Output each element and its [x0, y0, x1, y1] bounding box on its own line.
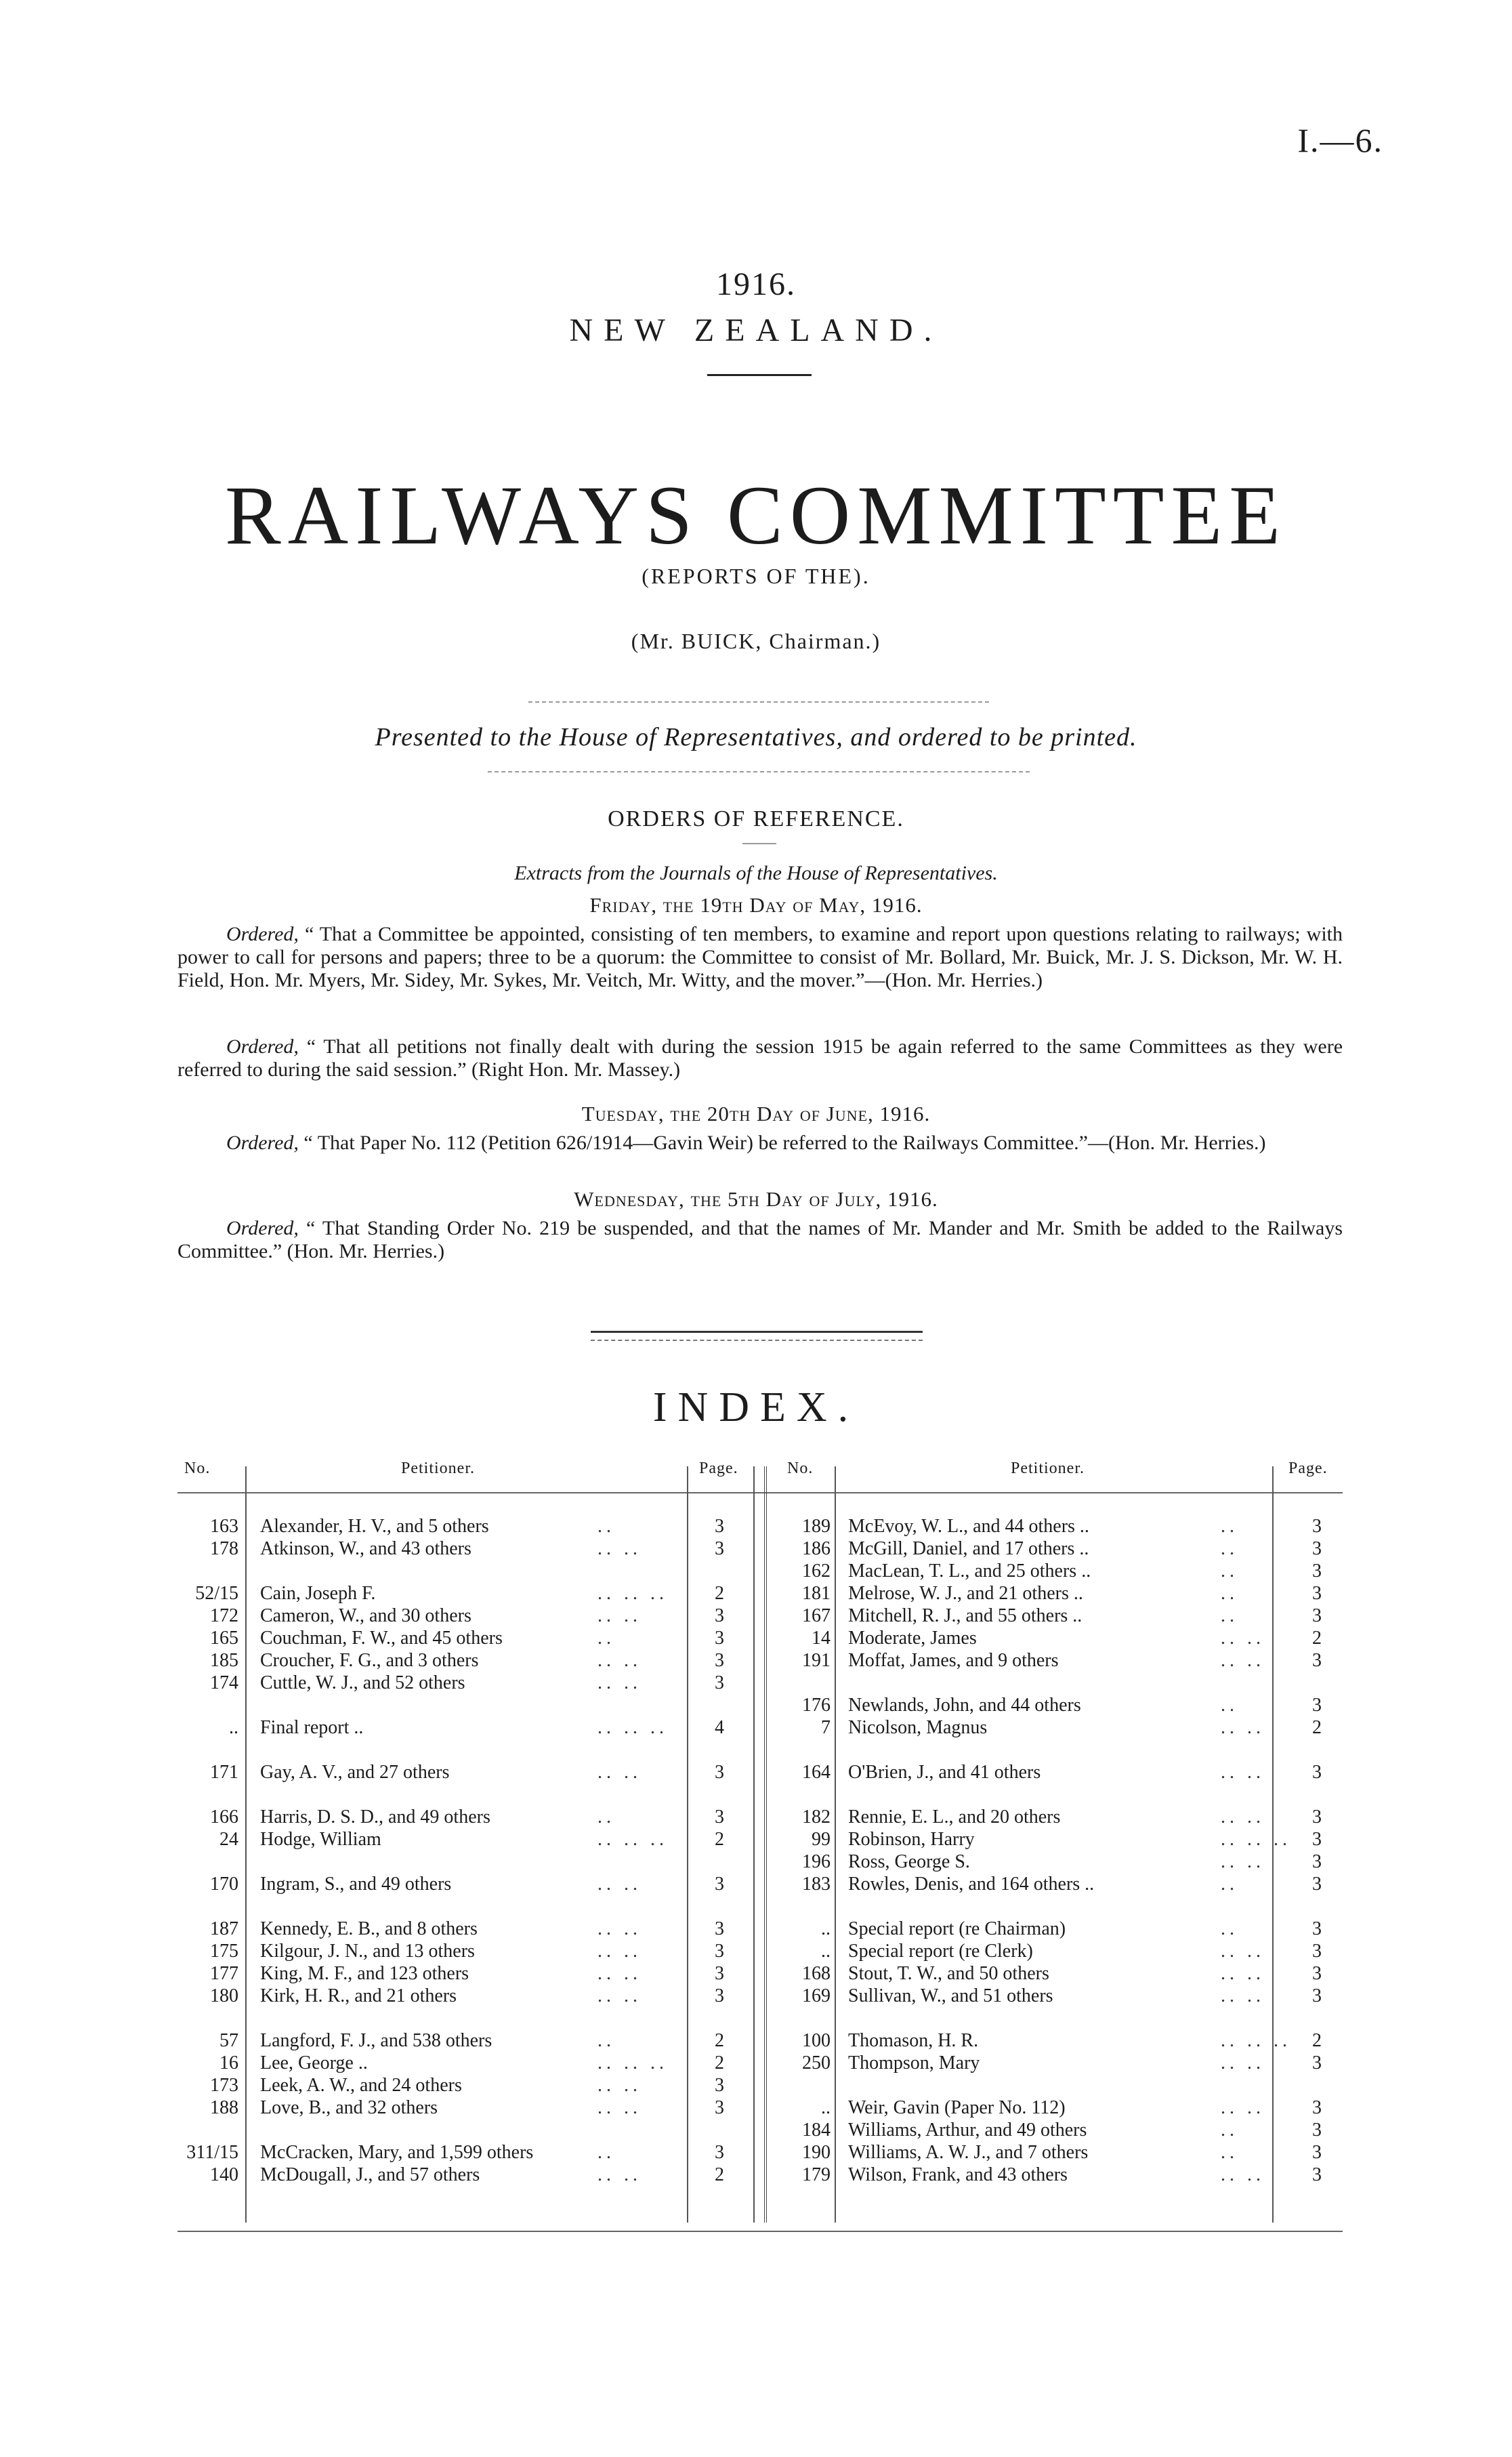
page-number: 3	[715, 2075, 724, 2096]
petitioner-name: Cuttle, W. J., and 52 others	[260, 1672, 465, 1693]
petitioner-name: Special report (re Clerk)	[848, 1941, 1033, 1962]
table-row	[177, 2097, 1343, 2119]
petitioner-name: Nicolson, Magnus	[848, 1717, 988, 1738]
petition-number: 165	[210, 1628, 238, 1649]
order-text: “ That Paper No. 112 (Petition 626/1914—Gavin Weir) be referred to the Railways Committee.”—(Hon. Mr. Herries.)	[303, 1132, 1266, 1154]
page-number: 3	[1312, 1851, 1322, 1872]
header-no-left: No.	[184, 1460, 211, 1477]
leader-dots: ..	[1221, 1561, 1238, 1582]
table-row	[177, 1672, 1343, 1694]
petitioner-name: Langford, F. J., and 538 others	[260, 2030, 492, 2051]
leader-dots: .. ..	[1221, 1762, 1265, 1783]
table-row	[177, 1806, 1343, 1828]
petition-number: 190	[802, 2142, 831, 2163]
page-number: 3	[715, 1874, 724, 1895]
petition-number: 189	[802, 1516, 831, 1537]
page-number: 3	[715, 1538, 724, 1559]
page-number: 3	[715, 1516, 724, 1537]
petition-number: 196	[802, 1851, 831, 1872]
page-number: 3	[715, 2097, 724, 2118]
leader-dots: ..	[1221, 1516, 1238, 1537]
petition-number: 16	[219, 2052, 238, 2073]
page-number: 3	[1312, 1806, 1322, 1828]
table-row	[177, 1582, 1343, 1605]
petition-number: 52/15	[195, 1583, 238, 1604]
order-text: “ That all petitions not finally dealt with during the session 1915 be again referred to the same Committees as they were referred to during the said session.” (Right Hon. Mr. Massey.)	[177, 1035, 1343, 1081]
petition-number: 171	[210, 1762, 238, 1783]
petition-number: 170	[210, 1874, 238, 1895]
page-number: 3	[715, 1672, 724, 1693]
petition-number: 140	[210, 2164, 238, 2185]
year-heading: 1916.	[716, 266, 796, 302]
leader-dots: .. .. ..	[597, 1829, 668, 1850]
petition-number: 164	[802, 1762, 831, 1783]
leader-dots: .. .. ..	[597, 1717, 668, 1738]
page-number: 3	[1312, 1516, 1322, 1537]
leader-dots: .. ..	[597, 1672, 642, 1693]
petitioner-name: Alexander, H. V., and 5 others	[260, 1516, 489, 1537]
header-petitioner-left: Petitioner.	[401, 1460, 475, 1477]
page-number: 3	[715, 1941, 724, 1962]
petition-number: 179	[802, 2164, 831, 2185]
page-number: 3	[715, 1650, 724, 1671]
leader-dots: .. ..	[1221, 1985, 1265, 2006]
petitioner-name: Hodge, William	[260, 1829, 381, 1850]
petitioner-name: MacLean, T. L., and 25 others ..	[848, 1561, 1091, 1582]
page-number: 3	[1312, 1829, 1322, 1850]
table-row	[177, 2164, 1343, 2186]
table-row	[177, 2029, 1343, 2052]
chairman-line: (Mr. BUICK, Chairman.)	[631, 629, 881, 653]
page-number: 3	[715, 1762, 724, 1783]
table-row	[177, 1716, 1343, 1739]
petitioner-name: Sullivan, W., and 51 others	[848, 1985, 1053, 2006]
petitioner-name: Cain, Joseph F.	[260, 1583, 376, 1604]
petitioner-name: Kilgour, J. N., and 13 others	[260, 1941, 475, 1962]
petition-number: ..	[229, 1717, 238, 1738]
order-paragraph	[177, 923, 1343, 992]
order-text: “ That Standing Order No. 219 be suspended, and that the names of Mr. Mander and Mr. Smith be added to the Railways Committee.” (Hon. Mr. Herries.)	[177, 1217, 1343, 1262]
petitioner-name: Croucher, F. G., and 3 others	[260, 1650, 479, 1671]
petitioner-name: Ingram, S., and 49 others	[260, 1874, 452, 1895]
leader-dots: .. ..	[1221, 2164, 1265, 2185]
header-page-left: Page.	[699, 1460, 738, 1477]
petition-number: 14	[812, 1628, 831, 1649]
table-row	[177, 1649, 1343, 1672]
petition-number: 172	[210, 1605, 238, 1626]
country-heading: NEW ZEALAND.	[569, 312, 943, 348]
petitioner-name: Couchman, F. W., and 45 others	[260, 1628, 503, 1649]
petitioner-name: Melrose, W. J., and 21 others ..	[848, 1583, 1083, 1604]
petitioner-name: Williams, A. W. J., and 7 others	[848, 2142, 1089, 2163]
order-paragraph	[177, 1217, 1343, 1263]
leader-dots: .. .. ..	[1221, 2030, 1291, 2051]
petitioner-name: Rowles, Denis, and 164 others ..	[848, 1874, 1095, 1895]
table-row	[177, 2119, 1343, 2141]
petitioner-name: Kennedy, E. B., and 8 others	[260, 1918, 478, 1939]
leader-dots: ..	[1221, 1538, 1238, 1559]
table-row	[177, 1537, 1343, 1560]
page-number: 2	[1312, 1628, 1322, 1649]
header-no-right: No.	[787, 1460, 814, 1477]
page-number: 2	[715, 2052, 724, 2073]
table-row	[177, 1605, 1343, 1627]
page-number: 3	[715, 1918, 724, 1939]
petition-number: 168	[802, 1963, 831, 1984]
petition-number: 173	[210, 2075, 238, 2096]
leader-dots: .. .. ..	[597, 2052, 668, 2073]
leader-dots: .. ..	[1221, 2097, 1265, 2118]
page-number: 3	[715, 1985, 724, 2006]
page-number: 3	[1312, 1985, 1322, 2006]
leader-dots: .. ..	[1221, 2052, 1265, 2073]
petitioner-name: Leek, A. W., and 24 others	[260, 2075, 462, 2096]
page-number: 3	[1312, 1583, 1322, 1604]
page-number: 2	[715, 2164, 724, 2185]
petition-number: 185	[210, 1650, 238, 1671]
leader-dots: .. ..	[597, 1941, 642, 1962]
petitioner-name: McEvoy, W. L., and 44 others ..	[848, 1516, 1089, 1537]
petitioner-name: McDougall, J., and 57 others	[260, 2164, 480, 2185]
petition-number: 181	[802, 1583, 831, 1604]
short-rule	[707, 374, 812, 376]
report-title: RAILWAYS COMMITTEE	[224, 469, 1288, 562]
leader-dots: ..	[1221, 1918, 1238, 1939]
petition-number: 100	[802, 2030, 831, 2051]
petition-number: 7	[821, 1717, 831, 1738]
page-number: 3	[715, 1628, 724, 1649]
petition-number: 99	[812, 1829, 831, 1850]
petitioner-name: Thompson, Mary	[848, 2052, 980, 2073]
leader-dots: .. .. ..	[1221, 1829, 1291, 1850]
petitioner-name: McCracken, Mary, and 1,599 others	[260, 2142, 534, 2163]
table-row	[177, 1828, 1343, 1851]
leader-dots: ..	[1221, 1605, 1238, 1626]
petition-number: 186	[802, 1538, 831, 1559]
petition-number: 184	[802, 2120, 831, 2141]
presented-line: Presented to the House of Representatives, and ordered to be printed.	[375, 723, 1137, 751]
leader-dots: .. ..	[597, 1650, 642, 1671]
ordered-label: Ordered,	[226, 1132, 299, 1154]
petition-number: 191	[802, 1650, 831, 1671]
petitioner-name: Moderate, James	[848, 1628, 977, 1649]
table-row	[177, 1627, 1343, 1649]
order-paragraph	[177, 1035, 1343, 1081]
petition-number: 24	[219, 1829, 238, 1850]
page-number: 3	[1312, 2052, 1322, 2073]
leader-dots: ..	[1221, 2120, 1238, 2141]
petitioner-name: Special report (re Chairman)	[848, 1918, 1066, 1939]
petition-number: 175	[210, 1941, 238, 1962]
petitioner-name: Moffat, James, and 9 others	[848, 1650, 1059, 1671]
header-rule	[177, 1492, 1343, 1493]
petition-number: 162	[802, 1561, 831, 1582]
page-number: 2	[715, 2030, 724, 2051]
page-number: 3	[1312, 1874, 1322, 1895]
petitioner-name: Final report ..	[260, 1717, 364, 1738]
petition-number: 163	[210, 1516, 238, 1537]
petition-number: 177	[210, 1963, 238, 1984]
table-row	[177, 1940, 1343, 1962]
petition-number: ..	[821, 1941, 831, 1962]
leader-dots: .. ..	[597, 1963, 642, 1984]
header-page-right: Page.	[1288, 1460, 1328, 1477]
leader-dots: ..	[1221, 2142, 1238, 2163]
extracts-line: Extracts from the Journals of the House of Representatives.	[514, 862, 998, 884]
petitioner-name: Wilson, Frank, and 43 others	[848, 2164, 1068, 2185]
petitioner-name: Ross, George S.	[848, 1851, 970, 1872]
page-number: 2	[715, 1583, 724, 1604]
petition-number: 178	[210, 1538, 238, 1559]
document-number: I.—6.	[1297, 121, 1383, 159]
page-number: 3	[1312, 1605, 1322, 1626]
petitioner-name: Robinson, Harry	[848, 1829, 975, 1850]
petition-number: 250	[802, 2052, 831, 2073]
leader-dots: ..	[597, 1806, 615, 1828]
page-number: 2	[1312, 1717, 1322, 1738]
page-number: 2	[1312, 2030, 1322, 2051]
header-petitioner-right: Petitioner.	[1011, 1460, 1085, 1477]
petition-number: 169	[802, 1985, 831, 2006]
petition-number: ..	[821, 1918, 831, 1939]
petitioner-name: Harris, D. S. D., and 49 others	[260, 1806, 490, 1828]
table-row	[177, 1918, 1343, 1940]
page-number: 3	[1312, 1650, 1322, 1671]
petitioner-name: Williams, Arthur, and 49 others	[848, 2120, 1087, 2141]
table-row	[177, 1985, 1343, 2007]
page-number: 3	[1312, 1963, 1322, 1984]
orders-heading: ORDERS OF REFERENCE.	[608, 806, 904, 831]
leader-dots: ..	[597, 2030, 615, 2051]
ordered-label: Ordered,	[226, 1217, 299, 1239]
leader-dots: .. ..	[597, 1605, 642, 1626]
petitioner-name: Atkinson, W., and 43 others	[260, 1538, 471, 1559]
page-number: 3	[1312, 2142, 1322, 2163]
page-number: 3	[1312, 2120, 1322, 2141]
leader-dots: .. ..	[1221, 1806, 1265, 1828]
petitioner-name: Love, B., and 32 others	[260, 2097, 438, 2118]
petitioner-name: Gay, A. V., and 27 others	[260, 1762, 450, 1783]
leader-dots: ..	[597, 2142, 615, 2163]
page-number: 3	[1312, 1695, 1322, 1716]
petition-number: 176	[802, 1695, 831, 1716]
page-number: 3	[1312, 1941, 1322, 1962]
page-number: 3	[715, 1963, 724, 1984]
petitioner-name: Thomason, H. R.	[848, 2030, 979, 2051]
table-row	[177, 1873, 1343, 1895]
leader-dots: .. ..	[597, 2075, 642, 2096]
leader-dots: ..	[1221, 1695, 1238, 1716]
divider-top	[528, 701, 989, 703]
leader-dots: .. ..	[1221, 1851, 1265, 1872]
report-subtitle: (REPORTS OF THE).	[642, 564, 870, 588]
table-row	[177, 2074, 1343, 2097]
leader-dots: .. ..	[1221, 1717, 1265, 1738]
ordered-label: Ordered,	[226, 1035, 299, 1058]
petition-number: 182	[802, 1806, 831, 1828]
petition-number: ..	[821, 2097, 831, 2118]
table-bottom-rule	[177, 2231, 1343, 2232]
leader-dots: ..	[597, 1516, 615, 1537]
leader-dots: .. ..	[597, 2097, 642, 2118]
petitioner-name: Stout, T. W., and 50 others	[848, 1963, 1049, 1984]
index-title: INDEX.	[652, 1384, 860, 1430]
petition-number: 167	[802, 1605, 831, 1626]
index-table	[177, 1435, 1343, 2229]
page-number: 3	[715, 1605, 724, 1626]
leader-dots: .. ..	[597, 2164, 642, 2185]
petition-number: 183	[802, 1874, 831, 1895]
petition-number: 57	[219, 2030, 238, 2051]
page-number: 3	[1312, 2097, 1322, 2118]
petition-number: 311/15	[186, 2142, 238, 2163]
order-text: “ That a Committee be appointed, consisting of ten members, to examine and report upon questions relating to railways; with power to call for persons and papers; three to be a quorum: the Committee to consist of Mr. Bollard, Mr. Buick, Mr. J. S. Dickson, Mr. W. H. Field, Hon. Mr. Myers, Mr. Sidey, Mr. Sykes, Mr. Veitch, Mr. Witty, and the mover.”—(Hon. Mr. Herries.)	[177, 923, 1343, 991]
petitioner-name: McGill, Daniel, and 17 others ..	[848, 1538, 1089, 1559]
table-row	[177, 2141, 1343, 2164]
page-number: 2	[715, 1829, 724, 1850]
petitioner-name: Rennie, E. L., and 20 others	[848, 1806, 1061, 1828]
petition-number: 174	[210, 1672, 238, 1693]
leader-dots: ..	[597, 1628, 615, 1649]
leader-dots: ..	[1221, 1874, 1238, 1895]
order-date: Wednesday, the 5th Day of July, 1916.	[574, 1187, 938, 1211]
petition-number: 180	[210, 1985, 238, 2006]
leader-dots: .. ..	[597, 1985, 642, 2006]
page-number: 3	[715, 2142, 724, 2163]
petitioner-name: Weir, Gavin (Paper No. 112)	[848, 2097, 1066, 2118]
petition-number: 166	[210, 1806, 238, 1828]
table-row	[177, 1515, 1343, 1537]
leader-dots: ..	[1221, 1583, 1238, 1604]
decorative-rule	[591, 1331, 923, 1341]
leader-dots: .. ..	[597, 1762, 642, 1783]
petition-number: 187	[210, 1918, 238, 1939]
table-row	[177, 2052, 1343, 2074]
table-row	[177, 1560, 1343, 1582]
petition-number: 188	[210, 2097, 238, 2118]
petitioner-name: King, M. F., and 123 others	[260, 1963, 469, 1984]
petitioner-name: Newlands, John, and 44 others	[848, 1695, 1081, 1716]
leader-dots: .. .. ..	[597, 1583, 668, 1604]
table-row	[177, 1851, 1343, 1873]
page-number: 3	[1312, 1538, 1322, 1559]
leader-dots: .. ..	[1221, 1941, 1265, 1962]
leader-dots: .. ..	[1221, 1650, 1265, 1671]
petitioner-name: Mitchell, R. J., and 55 others ..	[848, 1605, 1083, 1626]
petitioner-name: Lee, George ..	[260, 2052, 368, 2073]
order-date: Friday, the 19th Day of May, 1916.	[589, 893, 923, 917]
leader-dots: .. ..	[597, 1874, 642, 1895]
page-number: 3	[1312, 1762, 1322, 1783]
order-paragraph	[177, 1132, 1343, 1155]
petitioner-name: O'Brien, J., and 41 others	[848, 1762, 1041, 1783]
orders-underline	[742, 843, 776, 844]
table-row	[177, 1962, 1343, 1985]
page-number: 3	[1312, 1561, 1322, 1582]
leader-dots: .. ..	[597, 1918, 642, 1939]
divider-bottom	[488, 771, 1030, 772]
page-number: 3	[1312, 1918, 1322, 1939]
petitioner-name: Kirk, H. R., and 21 others	[260, 1985, 457, 2006]
order-date: Tuesday, the 20th Day of June, 1916.	[581, 1102, 931, 1126]
table-row	[177, 1694, 1343, 1716]
leader-dots: .. ..	[1221, 1628, 1265, 1649]
leader-dots: .. ..	[1221, 1963, 1265, 1984]
petitioner-name: Cameron, W., and 30 others	[260, 1605, 471, 1626]
page-number: 3	[1312, 2164, 1322, 2185]
page-number: 3	[715, 1806, 724, 1828]
table-row	[177, 1761, 1343, 1783]
ordered-label: Ordered,	[226, 923, 299, 945]
page-number: 4	[715, 1717, 724, 1738]
leader-dots: .. ..	[597, 1538, 642, 1559]
